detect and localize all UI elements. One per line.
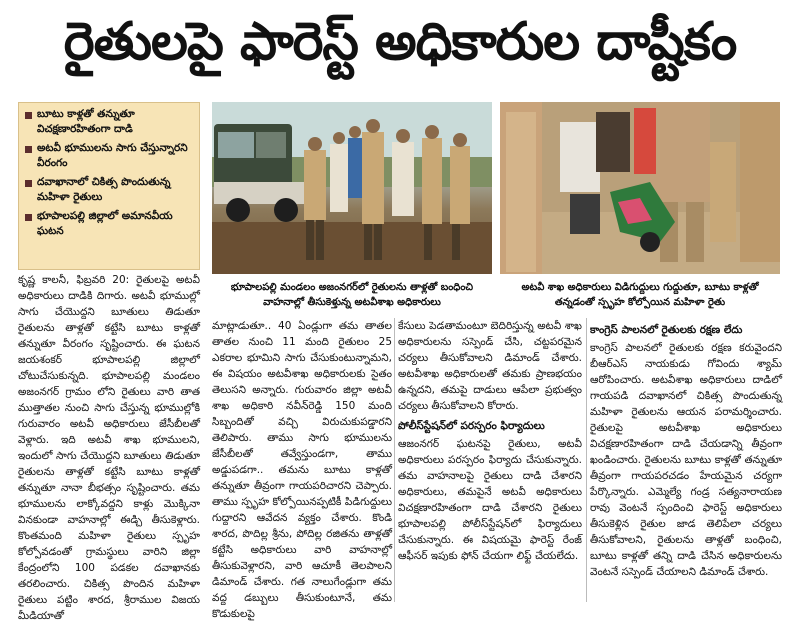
highlight-text: దవాఖానాలో చికిత్స పొందుతున్న మహిళా రైతులు <box>37 176 171 203</box>
article-column-4 <box>590 318 782 602</box>
article-paragraph: కాంగ్రెస్ పాలనలో రైతులకు రక్షణ కరువైందని బీఆర్‌ఎస్ నాయకుడు గోవిందు శ్యామ్ ఆరోపించారు. అటవీశాఖ అధికారులు దాడిలో గాయపడి దవాఖానలో చికిత్స పొందుతున్న మహిళా రైతులను ఆయన పరామర్శించారు. రైతులపై అటవీశాఖ అధికారులు విచక్షణారహితంగా దాడి చేయడాన్ని తీవ్రంగా ఖండించారు. రైతులను బూటు కాళ్లతో తన్నుతూ తీవ్రంగా గాయపరచడం హేయమైన చర్యగా పేర్కొన్నారు. ఎమ్మెల్యే గండ్ర సత్యనారాయణ రావు వెంటనే స్పందించి ఫారెస్ట్ అధికారులు తీసుకెళ్లిన రైతుల జాడ తెలిపేలా చర్యలు తీసుకోవాలని, రైతులను తాళ్లతో బంధించి, బూటు కాళ్లతో తన్ని దాడి చేసిన అధికారులను వెంటనే సస్పెండ్ చేయాలని డిమాండ్ చేశారు. <box>590 342 782 578</box>
article-column-3 <box>398 318 582 602</box>
bullet-square-icon <box>25 146 32 153</box>
highlight-text: బూటు కాళ్లతో తన్నుతూ విచక్షణారహితంగా దాడి <box>37 108 135 135</box>
section-subheading: కాంగ్రెస్ పాలనలో రైతులకు రక్షణ లేదు <box>590 324 743 336</box>
highlight-text: అటవీ భూములను సాగు చేస్తున్నారని వీరంగం <box>37 142 188 169</box>
article-paragraph: ఆజంనగర్ ఘటనపై రైతులు, అటవీ అధికారులు పరస్పరం ఫిర్యాదు చేసుకున్నారు. తమ వాహనాలపై రైతులు దాడి చేశారని అధికారులు, తమపైనే అటవీ అధికారులు విచక్షణారహితంగా దాడి చేశారని రైతులు భూపాలపల్లి పోలీస్‌స్టేషన్‌లో ఫిర్యాదులు చేసుకున్నారు. ఈ విషయమై ఫారెస్ట్ రేంజ్ ఆఫీసర్ ఇపుకు ఫోన్ చేయగా లిఫ్ట్ చేయలేదు. <box>398 438 582 562</box>
highlight-item <box>25 175 193 205</box>
highlight-item <box>25 141 193 171</box>
highlight-item <box>25 107 193 137</box>
section-subheading: పోలీస్‌స్టేషన్‌లో పరస్పరం ఫిర్యాదులు <box>398 420 545 432</box>
photo-unconscious-farmer <box>500 102 780 274</box>
photo-caption: అటవీ శాఖ అధికారులు విడిగుద్దులు గుద్దుతూ, బూటు కాళ్లతో తన్నడంతో స్పృహ కోల్పోయిన మహిళా రైతు <box>521 282 759 308</box>
article-column-1: కృష్ణ కాలనీ, ఫిబ్రవరి 20: రైతులపై అటవీ అధికారులు దాడికి దిగారు. అటవీ భూముల్లో సాగు చేయొద్దని బూతులు తిడుతూ రైతులను తాళ్లతో కట్టేసి బూటు కాళ్లతో తన్నుతూ వీరంగం సృష్టించారు. ఈ ఘటన జయశంకర్ భూపాలపల్లి జిల్లాలో చోటుచేసుకున్నది. భూపాలపల్లి మండలం అజంనగర్ గ్రామం లోని రైతులు వారి తాత ముత్తాతల నుంచి సాగు చేస్తున్న భూముల్లోకి గురువారం అటవీ అధికారులు జేసీబీలతో వెళ్లారు. ఇది అటవీ శాఖ భూములని, ఇందులో సాగు చేయొద్దని బూతులు తిడుతూ రైతులను తాళ్లతో కట్టేసి బూటు కాళ్లతో తన్నుతూ నానా బీభత్సం సృష్టించారు. తమ భూములను లాక్కోవద్దని కాళ్లు మొక్కినా వినకుండా వాహనాల్లో ఈడ్చి తీసుకెళ్లారు. కొంతమంది మహిళా రైతులు స్పృహ కోల్పోవడంతో గ్రామస్థులు వారిని జిల్లా కేంద్రంలోని 100 పడకల దవాఖానకు తరలించారు. చికిత్స పొందిన మహిళా రైతులు పట్టిం శారద, శ్రీరాముల విజయ మీడియాతో <box>18 274 200 622</box>
bullet-square-icon <box>25 180 32 187</box>
photo-illustration <box>212 102 492 274</box>
photo-illustration <box>500 102 780 274</box>
article-column-2: మాట్లాడుతూ.. 40 ఏండ్లుగా తమ తాతల తాతల నుంచి 11 మంది రైతులం 25 ఎకరాల భూమిని సాగు చేసుకుంటున్నామని, ఈ విషయం అటవీశాఖ అధికారులకు సైతం తెలుసని అన్నారు. గురువారం జిల్లా అటవీ శాఖ అధికారి నవీన్‌రెడ్డి 150 మంది సిబ్బందితో వచ్చి విరుచుకుపడ్డారని తెలిపారు. తాము సాగు భూములను జేసీబీలతో తవ్వేస్తుండగా, తాము అడ్డుపడగా.. తమను బూటు కాళ్లతో తన్నుతూ తీవ్రంగా గాయపరిచారని చెప్పారు. తాము స్పృహ కోల్పోయినప్పటికీ పిడిగుద్దులు గుద్దారని ఆవేదన వ్యక్తం చేశారు. కొండి శారద, పొదిల్ల శ్రీను, పోదిల్ల రజితను తాళ్లతో కట్టేసి అధికారులు వారి వాహనాల్లో తీసుకువెళ్లారని, వారి ఆచూకీ తెలపాలని డిమాండ్ చేశారు. గత నాలుగేండ్లుగా తమ వద్ద డబ్బులు తీసుకుంటూనే, తమ కొడుకులపై <box>212 320 392 620</box>
article-paragraph: కేసులు పెడతామంటూ బెదిరిస్తున్న అటవీ శాఖ అధికారులను సస్పెండ్ చేసి, చట్టపరమైన చర్యలు తీసుకోవాలని డిమాండ్ చేశారు. అటవీశాఖ అధికారులతో తమకు ప్రాణభయం ఉన్నదని, తమపై దాడులు ఆపేలా ప్రభుత్వం చర్యలు తీసుకోవాలని కోరారు. <box>398 320 582 412</box>
bullet-square-icon <box>25 112 32 119</box>
column-divider <box>394 318 395 602</box>
highlight-item <box>25 209 193 239</box>
column-divider <box>586 318 587 602</box>
photo-caption: భూపాలపల్లి మండలం అజంనగర్‌లో రైతులను తాళ్లతో బంధించి వాహనాల్లో తీసుకెళ్తున్న అటవీశాఖ అధికారులు <box>230 282 474 308</box>
highlights-box <box>18 102 200 270</box>
photo-officials-with-farmers <box>212 102 492 274</box>
bullet-square-icon <box>25 214 32 221</box>
highlight-text: భూపాలపల్లి జిల్లాలో అమానవీయ ఘటన <box>37 210 173 237</box>
headline: రైతులపై ఫారెస్ట్ అధికారుల దాష్టీకం <box>63 11 737 72</box>
